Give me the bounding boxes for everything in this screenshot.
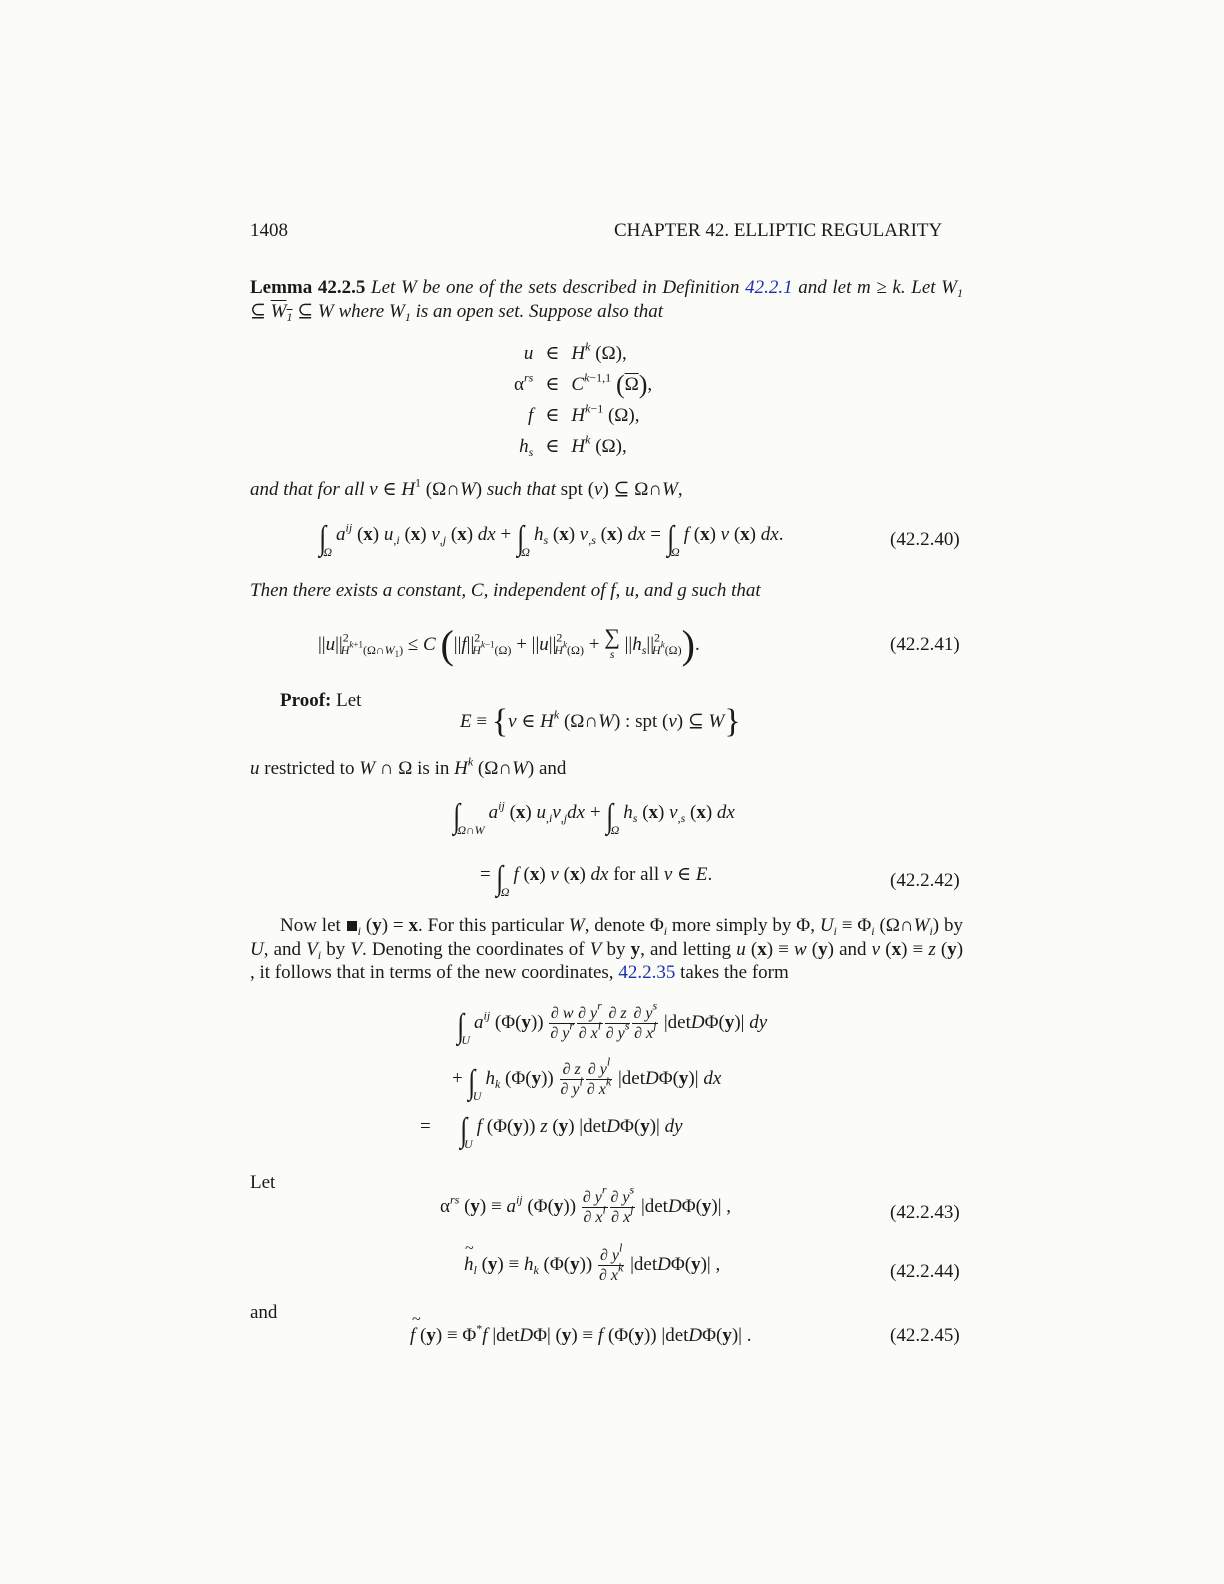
equation-44: ~ $h_l$ $(y) \equiv h_k$ (Φ(y)) $\frac{\partial y^l}{\partial x^k}$ |detDΦ(y)| ,	[464, 1239, 721, 1284]
hypothesis-row: $\alpha^{rs}$ ∈ $C^{k-1,1}$ $(\overline{\Omega})$,	[514, 369, 653, 399]
proof-label: Proof: Let	[280, 690, 362, 711]
equation-43: $\alpha^{rs}$ $(y) \equiv a^{ij}$ (Φ(y)) $\frac{\partial y^r}{\partial x^i}$ $\frac{\partial y^s}{\partial x^j}$ |detDΦ(y)| ,	[440, 1182, 732, 1226]
equation-41: $||u||^2_{H^{k+1}(\Omega\cap W_1)} \le C$ ($||f||^2_{H^{k-1}(\Omega)} + ||u||^2_{H^k(\Omega)}$ + ∑ s $||h_s||^2_{H^k(\Omega)}$).	[318, 622, 700, 667]
then-text: Then there exists a constant, C, independent of f, u, and g such that	[250, 580, 761, 601]
black-square-icon	[347, 921, 357, 931]
equation-link[interactable]: 42.2.35	[618, 962, 676, 983]
equation-45: ~ f (y) ≡ Φ*f |detDΦ| (y) ≡ f (Φ(y)) |detDΦ(y)| .	[410, 1311, 752, 1346]
definition-link[interactable]: 42.2.1	[745, 277, 793, 298]
equation-42-line1: $\int\Omega\cap Wa^{ij}$ (x) $u_{,i}v_{,j}dx + \int\Omega h_s$ (x) $v_{,s}$ (x) dx	[453, 798, 735, 837]
lemma-statement: Lemma 42.2.5 Let W be one of the sets described in Definition 42.2.1 and let m ≥ k. Let $W_1$ ⊆ $W_1$ ⊆ W where $W_1$ is an open set. Suppose also that	[250, 277, 963, 324]
equation-number: (42.2.44)	[890, 1261, 960, 1282]
hypothesis-row: $h_s$ ∈ $H^k$ (Ω),	[519, 432, 627, 459]
suppose-text: Suppose also that	[529, 300, 664, 322]
let-word: Let	[250, 1172, 276, 1193]
set-E-definition: E ≡ {v ∈ $H^k$ (Ω∩W) : spt (v) ⊆ W}	[460, 703, 741, 740]
hypotheses-array	[508, 338, 658, 462]
now-let-paragraph: Now let $_i$ (y) = x. For this particular W, denote $\Phi_i$ more simply by Φ, $U_i \equiv \Phi_i$ $(\Omega\cap W_i)$ by U, and $V_i$ by V. Denoting the coordinates of V by y, and letting u (x) ≡ w (y) and v (x) ≡ z (y) , it follows that in terms of the new coordinates, 42.2.35 takes the form	[250, 915, 964, 983]
equation-40: $\int\Omega a^{ij}$ (x) $u_{,i}$ (x) $v_{,j}$ (x) dx + $\int\Omega h_s$ (x) $v_{,s}$ (x) dx = ∫Ωf (x) v (x) dx.	[319, 520, 784, 559]
page-number: 1408	[250, 220, 288, 241]
hypothesis-row: u ∈ $H^k$ (Ω),	[523, 339, 627, 364]
and-word: and	[250, 1302, 278, 1323]
equation-42-line2: = ∫Ωf (x) v (x) dx for all v ∈ E.	[480, 860, 713, 899]
transformed-line3: = ∫Uf (Φ(y)) z (y) |detDΦ(y)| dy	[420, 1112, 683, 1151]
lemma-label: Lemma 42.2.5	[250, 277, 366, 298]
equation-number: (42.2.43)	[890, 1202, 960, 1223]
equation-number: (42.2.45)	[890, 1325, 960, 1346]
equation-number: (42.2.41)	[890, 634, 960, 655]
equation-number: (42.2.42)	[890, 870, 960, 891]
restricted-line: u restricted to W ∩ Ω is in $H^k$ (Ω∩W) and	[250, 754, 567, 779]
equation-number: (42.2.40)	[890, 529, 960, 550]
for-all-text: and that for all v ∈ $H^1$ (Ω∩W) such that spt (v) ⊆ Ω∩W,	[250, 475, 683, 500]
hypothesis-row: f ∈ $H^{k-1}$ (Ω),	[528, 401, 640, 426]
transformed-line2: + $\int Uh_k$ (Φ(y)) $\frac{\partial z}{\partial y^l}$ $\frac{\partial y^l}{\partial x^k}$ |detDΦ(y)| dx	[452, 1054, 722, 1103]
chapter-title: CHAPTER 42. ELLIPTIC REGULARITY	[614, 220, 943, 241]
transformed-line1: $\int Ua^{ij}$ (Φ(y)) $\frac{\partial w}{\partial y^r}$ $\frac{\partial y^r}{\partial x^i}$ $\frac{\partial z}{\partial y^s}$ $\frac{\partial y^s}{\partial x^j}$ |detDΦ(y)| dy	[457, 998, 768, 1047]
